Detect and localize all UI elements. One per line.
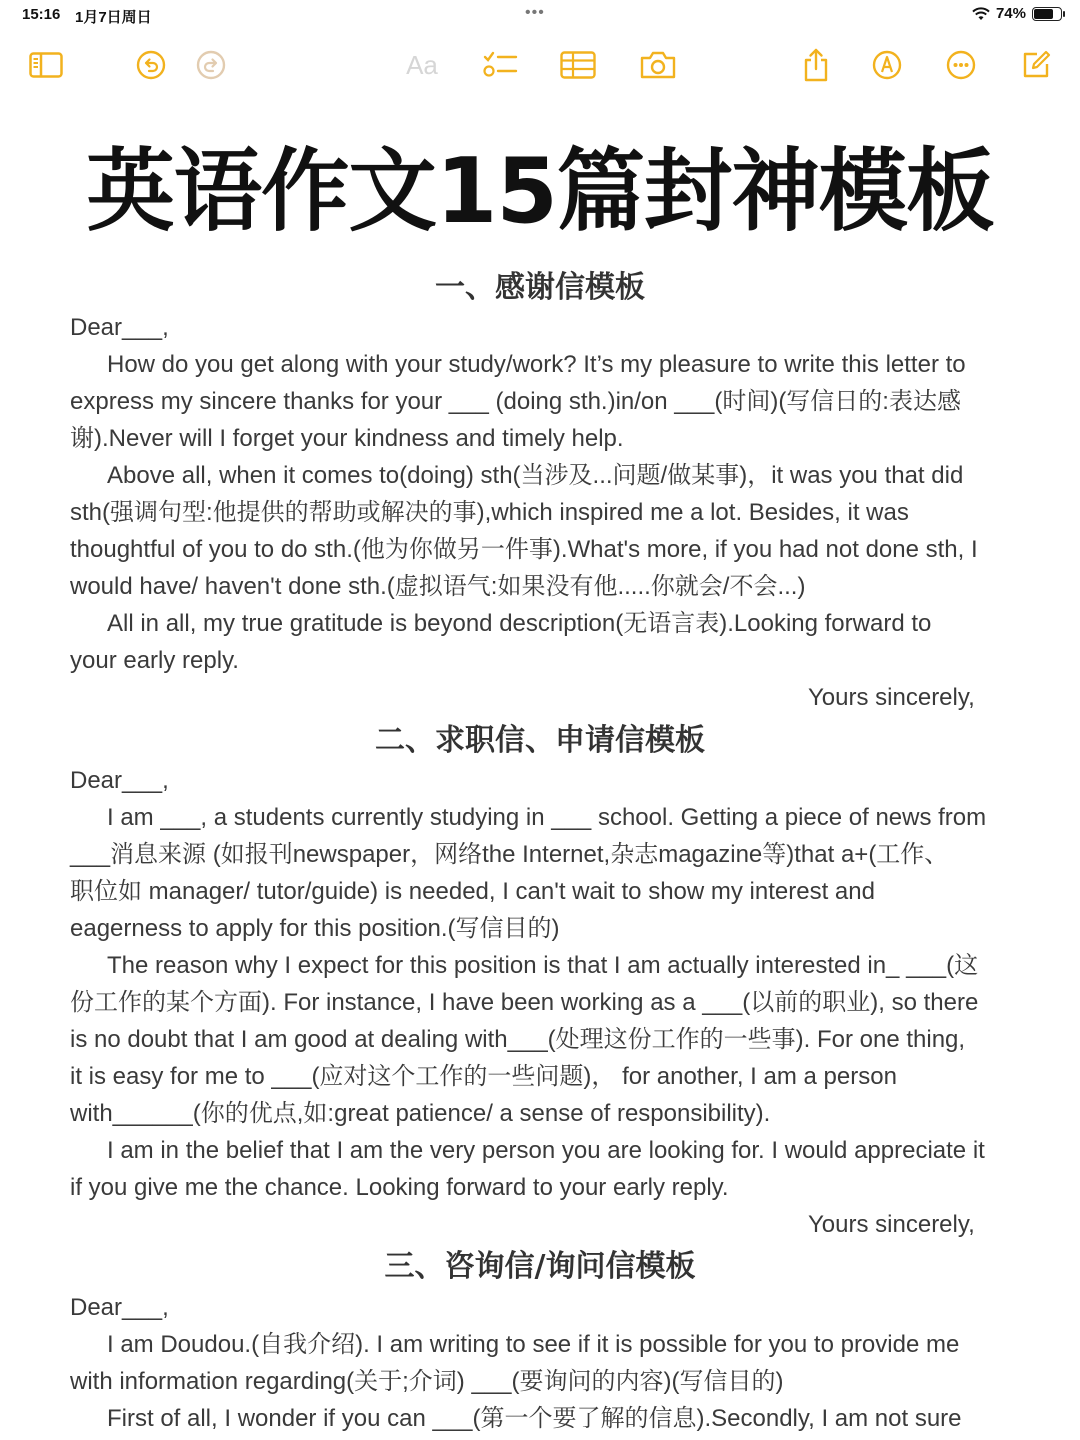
status-bar bbox=[0, 0, 1080, 32]
markup-icon bbox=[872, 50, 902, 80]
status-time: 15:16 bbox=[22, 6, 61, 23]
text-line: thoughtful of you to do sth.(他为你做另一件事).What's more, if you had not done sth, I bbox=[70, 536, 978, 563]
text-line: I am in the belief that I am the very person you are looking for. I would appreciate it bbox=[107, 1137, 985, 1164]
share-icon bbox=[802, 48, 830, 82]
text-line: ___消息来源 (如报刊newspaper，网络the Internet,杂志magazine等)that a+(工作、 bbox=[70, 841, 949, 868]
more-icon bbox=[946, 50, 976, 80]
checklist-icon bbox=[482, 50, 518, 80]
status-indicators bbox=[972, 5, 1062, 22]
section-heading: 一、感谢信模板 bbox=[435, 270, 645, 305]
notes-toolbar bbox=[0, 42, 1080, 88]
text-line: sth(强调句型:他提供的帮助或解决的事),which inspired me a lot. Besides, it was bbox=[70, 499, 909, 526]
signoff-line: Yours sincerely, bbox=[808, 684, 975, 711]
note-title: 英语作文15篇封神模板 bbox=[86, 139, 994, 244]
undo-button[interactable] bbox=[134, 42, 168, 88]
text-line: if you give me the chance. Looking forward to your early reply. bbox=[70, 1174, 729, 1201]
checklist-button[interactable] bbox=[481, 42, 519, 88]
text-line: 份工作的某个方面). For instance, I have been working as a ___(以前的职业), so there bbox=[70, 989, 979, 1016]
text-line: is no doubt that I am good at dealing with___(处理这份工作的一些事). For one thing, bbox=[70, 1026, 966, 1053]
sidebar-toggle-button[interactable] bbox=[28, 42, 64, 88]
text-line: your early reply. bbox=[70, 647, 239, 674]
text-line: with______(你的优点,如:great patience/ a sense of responsibility). bbox=[70, 1100, 771, 1127]
text-line: 职位如 manager/ tutor/guide) is needed, I can't wait to show my interest and bbox=[70, 878, 875, 905]
text-line: I am ___, a students currently studying in ___ school. Getting a piece of news from bbox=[107, 804, 987, 831]
text-line: with information regarding(关于;介词) ___(要询问的内容)(写信目的) bbox=[70, 1368, 784, 1395]
compose-icon bbox=[1021, 50, 1051, 80]
markup-button[interactable] bbox=[871, 42, 903, 88]
battery-icon bbox=[1032, 7, 1062, 21]
text-line: How do you get along with your study/work? It’s my pleasure to write this letter to bbox=[107, 351, 966, 378]
multitasking-dots[interactable]: ••• bbox=[525, 4, 545, 21]
text-line: I am Doudou.(自我介绍). I am writing to see if it is possible for you to provide me bbox=[107, 1331, 960, 1358]
camera-button[interactable] bbox=[638, 42, 678, 88]
signoff-line: Yours sincerely, bbox=[808, 1211, 975, 1238]
text-line: eagerness to apply for this position.(写信目的) bbox=[70, 915, 560, 942]
redo-icon bbox=[196, 50, 226, 80]
camera-icon bbox=[639, 50, 677, 80]
text-line: express my sincere thanks for your ___ (doing sth.)in/on ___(时间)(写信日的:表达感 bbox=[70, 388, 961, 415]
text-line: The reason why I expect for this position is that I am actually interested in_ ___(这 bbox=[107, 952, 979, 979]
compose-button[interactable] bbox=[1020, 42, 1052, 88]
sidebar-icon bbox=[29, 52, 63, 78]
section-heading: 三、咨询信/询问信模板 bbox=[384, 1249, 696, 1284]
text-line: Dear___, bbox=[70, 1294, 169, 1321]
text-line: Above all, when it comes to(doing) sth(当涉及...问题/做某事)，it was you that did bbox=[107, 462, 964, 489]
wifi-icon bbox=[972, 7, 990, 21]
table-button[interactable] bbox=[559, 42, 597, 88]
section-heading: 二、求职信、申请信模板 bbox=[375, 723, 705, 758]
text-line: 谢).Never will I forget your kindness and timely help. bbox=[70, 425, 624, 452]
battery-percent: 74% bbox=[995, 5, 1026, 22]
text-line: First of all, I wonder if you can ___(第一个要了解的信息).Secondly, I am not sure bbox=[107, 1405, 962, 1432]
text-line: All in all, my true gratitude is beyond description(无语言表).Looking forward to bbox=[107, 610, 932, 637]
share-button[interactable] bbox=[800, 42, 832, 88]
more-button[interactable] bbox=[945, 42, 977, 88]
battery-level bbox=[1034, 9, 1053, 19]
text-line: Dear___, bbox=[70, 314, 169, 341]
undo-icon bbox=[136, 50, 166, 80]
text-line: would have/ haven't done sth.(虚拟语气:如果没有他.....你就会/不会...) bbox=[70, 573, 806, 600]
format-button[interactable] bbox=[400, 42, 444, 88]
text-line: it is easy for me to ___(应对这个工作的一些问题)， for another, I am a person bbox=[70, 1063, 897, 1090]
table-icon bbox=[560, 51, 596, 79]
redo-button[interactable] bbox=[194, 42, 228, 88]
format-label: Aa bbox=[406, 49, 438, 80]
text-line: Dear___, bbox=[70, 767, 169, 794]
status-date: 1月7日周日 bbox=[75, 9, 152, 26]
